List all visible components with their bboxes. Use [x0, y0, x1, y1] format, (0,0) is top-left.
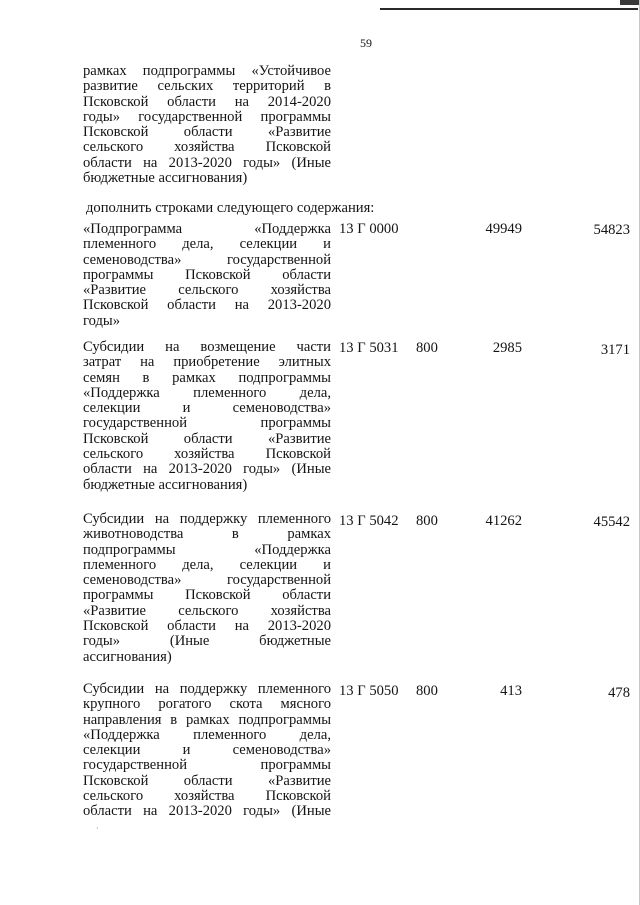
row-amount-year2: 478	[608, 685, 630, 701]
text-line: Псковской области «Развитие	[83, 773, 331, 789]
text-line: области на 2013-2020 годы» (Иные	[83, 462, 331, 478]
text-line: «Развитие сельского хозяйства	[83, 603, 331, 619]
text-line: годы» (Иные бюджетные	[83, 634, 331, 650]
intro-paragraph	[83, 64, 331, 186]
row-amount-year2: 45542	[593, 514, 630, 530]
text-line: семеноводства» государственной	[83, 252, 331, 268]
text-line: Псковской области «Развитие	[83, 431, 331, 447]
row-amount-year1: 413	[500, 683, 522, 699]
row-expense-type: 800	[416, 513, 438, 529]
text-line: Псковской области на 2013-2020	[83, 619, 331, 635]
text-line: области на 2013-2020 годы» (Иные	[83, 155, 331, 171]
text-line: «Развитие сельского хозяйства	[83, 283, 331, 299]
row-description	[83, 340, 331, 493]
text-line: бюджетные ассигнования)	[83, 476, 248, 493]
text-line: направления в рамках подпрограммы	[83, 712, 331, 728]
row-code: 13 Г 0000	[339, 221, 399, 237]
text-line: годы» государственной программы	[83, 109, 331, 125]
row-description	[83, 512, 331, 665]
scan-speck: ·	[96, 824, 99, 833]
text-line: Псковской области «Развитие	[83, 125, 331, 141]
text-line: «Поддержка племенного дела,	[83, 385, 331, 401]
row-expense-type: 800	[416, 340, 438, 356]
scan-top-mark	[620, 0, 640, 5]
text-line: племенного дела, селекции и	[83, 557, 331, 573]
row-amount-year2: 3171	[600, 342, 630, 358]
text-line: Субсидии на поддержку племенного	[83, 512, 331, 527]
page-number: 59	[360, 36, 372, 50]
text-line: бюджетные ассигнования)	[83, 170, 248, 187]
row-expense-type: 800	[416, 683, 438, 699]
text-line: селекции и семеноводства»	[83, 401, 331, 417]
text-line: сельского хозяйства Псковской	[83, 447, 331, 463]
row-description	[83, 222, 331, 329]
text-line: «Подпрограмма «Поддержка	[83, 222, 331, 237]
row-amount-year2: 54823	[593, 222, 630, 238]
row-description	[83, 682, 331, 820]
text-line: подпрограммы «Поддержка	[83, 542, 331, 558]
row-code: 13 Г 5031	[339, 340, 399, 356]
text-line: Псковской области на 2014-2020	[83, 94, 331, 110]
text-line: сельского хозяйства Псковской	[83, 789, 331, 805]
text-line: государственной программы	[83, 416, 331, 432]
text-line: Псковской области на 2013-2020	[83, 298, 331, 314]
text-line: Субсидии на поддержку племенного	[83, 682, 331, 697]
text-line: крупного рогатого скота мясного	[83, 697, 331, 713]
text-line: программы Псковской области	[83, 267, 331, 283]
row-amount-year1: 41262	[485, 513, 522, 529]
text-line: семеноводства» государственной	[83, 573, 331, 589]
amendment-note: дополнить строками следующего содержания:	[86, 200, 375, 216]
text-line: «Поддержка племенного дела,	[83, 727, 331, 743]
text-line: затрат на приобретение элитных	[83, 355, 331, 371]
text-line: животноводства в рамках	[83, 527, 331, 543]
text-line: области на 2013-2020 годы» (Иные	[83, 804, 331, 820]
row-amount-year1: 2985	[492, 340, 522, 356]
text-line: сельского хозяйства Псковской	[83, 140, 331, 156]
text-line: ассигнования)	[83, 648, 172, 665]
row-code: 13 Г 5042	[339, 513, 399, 529]
text-line: селекции и семеноводства»	[83, 743, 331, 759]
row-code: 13 Г 5050	[339, 683, 399, 699]
text-line: развитие сельских территорий в	[83, 79, 331, 95]
scan-top-line	[380, 8, 638, 10]
text-line: рамках подпрограммы «Устойчивое	[83, 64, 331, 79]
text-line: программы Псковской области	[83, 588, 331, 604]
text-line: государственной программы	[83, 758, 331, 774]
text-line: семян в рамках подпрограммы	[83, 370, 331, 386]
text-line: Субсидии на возмещение части	[83, 340, 331, 355]
row-amount-year1: 49949	[485, 221, 522, 237]
text-line: племенного дела, селекции и	[83, 237, 331, 253]
text-line: годы»	[83, 312, 121, 329]
